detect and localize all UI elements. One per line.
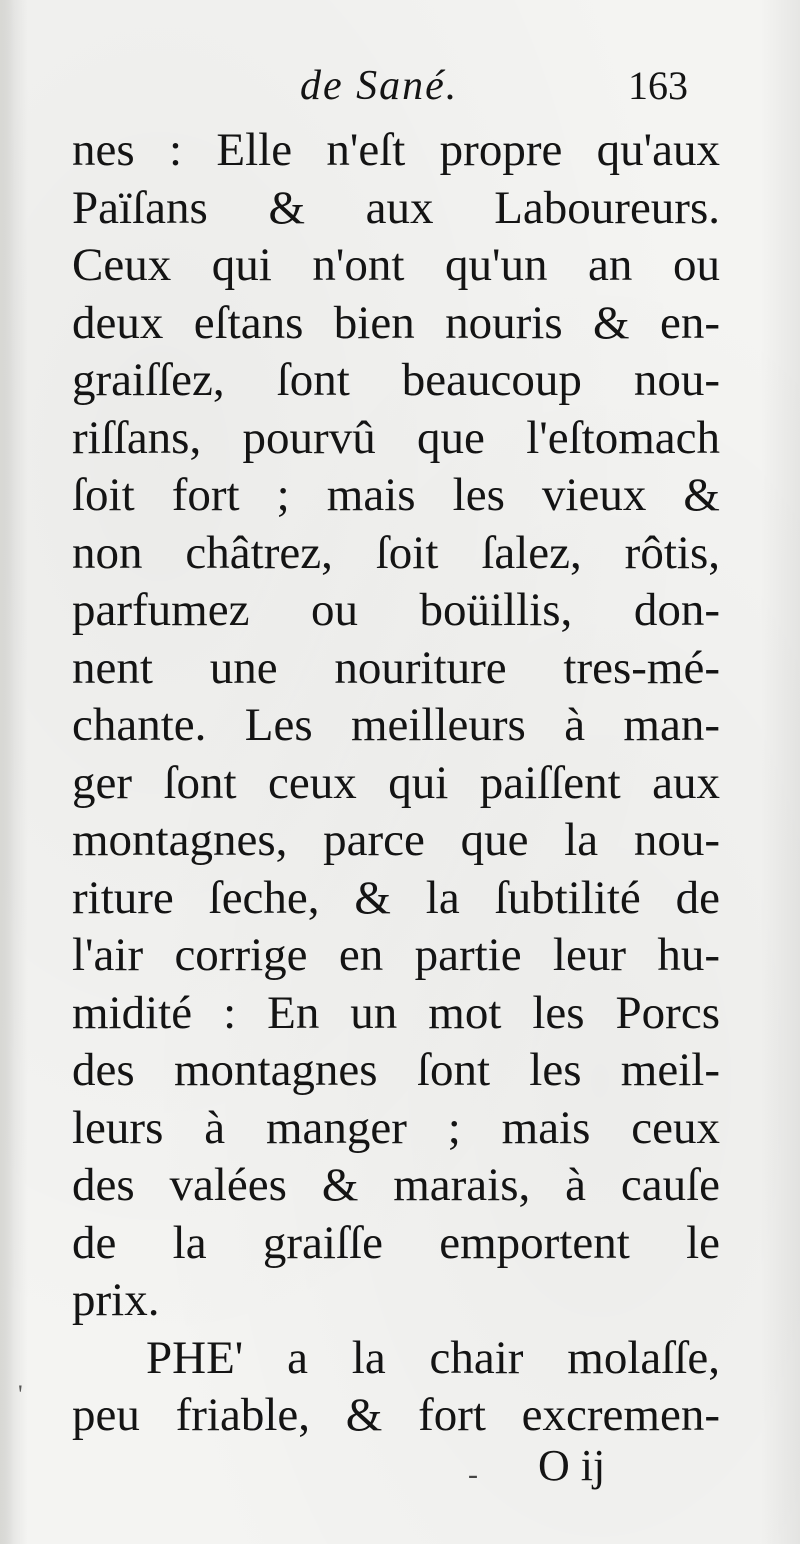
text-line: riſſans, pourvû que l'eſtomach bbox=[72, 411, 720, 464]
text-line: ger ſont ceux qui paiſſent aux bbox=[72, 756, 720, 809]
text-line: peu friable, & fort excremen- bbox=[72, 1389, 720, 1441]
paragraph-start-line: PHE' a la chair molaſſe, bbox=[146, 1331, 720, 1384]
running-head bbox=[0, 62, 800, 122]
text-line: l'air corrige en partie leur hu- bbox=[72, 929, 720, 981]
text-line: montagnes, parce que la nou- bbox=[72, 814, 720, 866]
text-line: nent une nouriture tres-mé- bbox=[72, 641, 720, 694]
body-text bbox=[72, 122, 720, 1445]
margin-stroke-mark: ' bbox=[18, 1380, 23, 1409]
text-line: riture ſeche, & la ſubtilité de bbox=[72, 871, 720, 924]
text-line: chante. Les meilleurs à man- bbox=[72, 699, 720, 751]
text-line: Ceux qui n'ont qu'un an ou bbox=[72, 239, 720, 291]
text-line: leurs à manger ; mais ceux bbox=[72, 1101, 720, 1154]
text-line: non châtrez, ſoit ſalez, rôtis, bbox=[72, 526, 720, 579]
page-number: 163 bbox=[628, 63, 688, 108]
text-line: nes : Elle n'eſt propre qu'aux bbox=[72, 124, 720, 176]
signature-mark: O ij bbox=[538, 1441, 606, 1490]
text-line: graiſſez, ſont beaucoup nou- bbox=[72, 354, 720, 406]
text-line: de la graiſſe emportent le bbox=[72, 1216, 720, 1269]
text-line: ſoit fort ; mais les vieux & bbox=[72, 469, 720, 521]
text-line: midité : En un mot les Porcs bbox=[72, 986, 720, 1039]
text-line: parfumez ou boüillis, don- bbox=[72, 584, 720, 636]
text-line: deux eſtans bien nouris & en- bbox=[72, 296, 720, 349]
text-line: prix. bbox=[72, 1274, 160, 1326]
text-line: des valées & marais, à cauſe bbox=[72, 1159, 720, 1211]
footer-dash-mark: - bbox=[468, 1458, 478, 1491]
text-line: Païſans & aux Laboureurs. bbox=[72, 181, 720, 234]
page-gutter-shadow bbox=[0, 0, 14, 1544]
running-title: de Sané. bbox=[300, 63, 459, 109]
text-line: des montagnes ſont les meil- bbox=[72, 1044, 720, 1096]
